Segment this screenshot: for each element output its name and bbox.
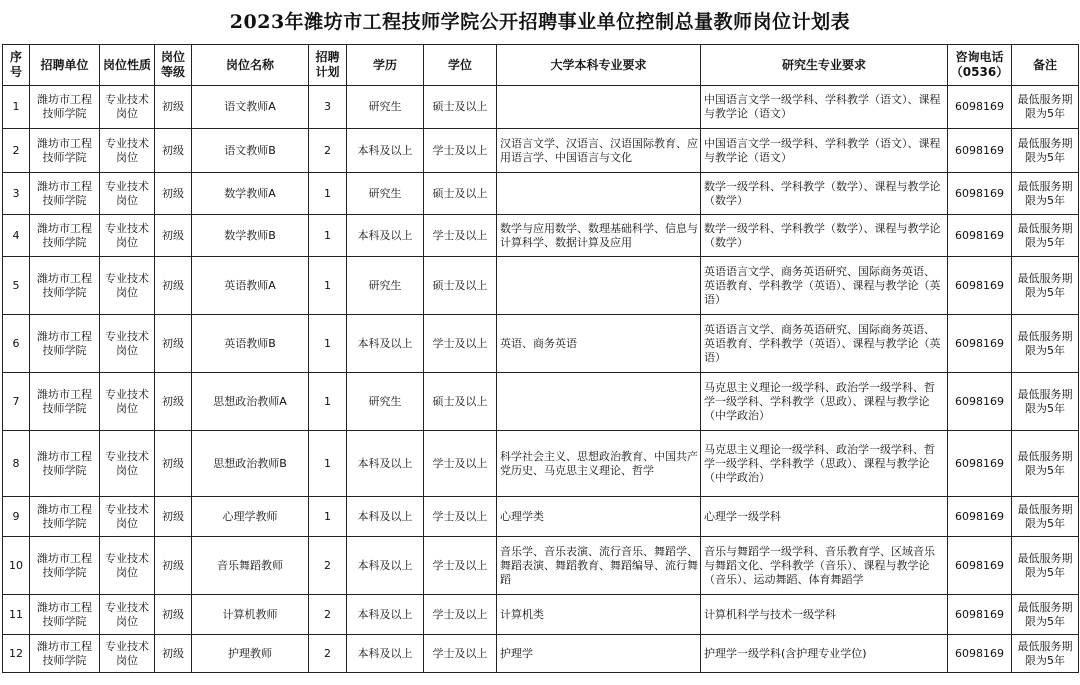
cell-ug: 科学社会主义、思想政治教育、中国共产党历史、马克思主义理论、哲学 <box>497 431 701 497</box>
cell-note: 最低服务期限为5年 <box>1012 595 1079 635</box>
cell-seq: 12 <box>3 635 30 673</box>
cell-pg: 马克思主义理论一级学科、政治学一级学科、哲学一级学科、学科教学（思政）、课程与教学论（中学政治） <box>701 373 948 431</box>
cell-plan: 1 <box>309 215 347 257</box>
cell-plan: 1 <box>309 431 347 497</box>
cell-ug <box>497 257 701 315</box>
cell-seq: 11 <box>3 595 30 635</box>
cell-phone: 6098169 <box>948 173 1012 215</box>
cell-unit: 潍坊市工程技师学院 <box>30 431 100 497</box>
cell-seq: 6 <box>3 315 30 373</box>
cell-note: 最低服务期限为5年 <box>1012 635 1079 673</box>
cell-unit: 潍坊市工程技师学院 <box>30 373 100 431</box>
cell-pg: 计算机科学与技术一级学科 <box>701 595 948 635</box>
cell-name: 心理学教师 <box>192 497 309 537</box>
cell-degree: 学士及以上 <box>424 129 497 173</box>
cell-name: 计算机教师 <box>192 595 309 635</box>
cell-level: 初级 <box>155 431 192 497</box>
header-level: 岗位等级 <box>155 45 192 86</box>
cell-edu: 本科及以上 <box>347 537 424 595</box>
cell-level: 初级 <box>155 215 192 257</box>
cell-level: 初级 <box>155 129 192 173</box>
cell-note: 最低服务期限为5年 <box>1012 497 1079 537</box>
table-row <box>3 635 1079 673</box>
cell-ug: 数学与应用数学、数理基础科学、信息与计算科学、数据计算及应用 <box>497 215 701 257</box>
cell-phone: 6098169 <box>948 373 1012 431</box>
cell-nature: 专业技术岗位 <box>100 537 155 595</box>
cell-degree: 学士及以上 <box>424 537 497 595</box>
cell-edu: 研究生 <box>347 373 424 431</box>
cell-unit: 潍坊市工程技师学院 <box>30 129 100 173</box>
cell-seq: 8 <box>3 431 30 497</box>
cell-pg: 中国语言文学一级学科、学科教学（语文）、课程与教学论（语文） <box>701 86 948 129</box>
cell-degree: 硕士及以上 <box>424 173 497 215</box>
cell-level: 初级 <box>155 173 192 215</box>
cell-edu: 本科及以上 <box>347 431 424 497</box>
cell-unit: 潍坊市工程技师学院 <box>30 86 100 129</box>
cell-pg: 护理学一级学科(含护理专业学位) <box>701 635 948 673</box>
cell-level: 初级 <box>155 373 192 431</box>
cell-note: 最低服务期限为5年 <box>1012 537 1079 595</box>
header-nature: 岗位性质 <box>100 45 155 86</box>
cell-phone: 6098169 <box>948 257 1012 315</box>
cell-edu: 本科及以上 <box>347 595 424 635</box>
cell-name: 思想政治教师A <box>192 373 309 431</box>
cell-nature: 专业技术岗位 <box>100 315 155 373</box>
cell-unit: 潍坊市工程技师学院 <box>30 257 100 315</box>
cell-edu: 本科及以上 <box>347 635 424 673</box>
cell-degree: 硕士及以上 <box>424 86 497 129</box>
cell-degree: 学士及以上 <box>424 635 497 673</box>
table-row <box>3 497 1079 537</box>
cell-name: 思想政治教师B <box>192 431 309 497</box>
cell-plan: 3 <box>309 86 347 129</box>
cell-degree: 学士及以上 <box>424 497 497 537</box>
cell-plan: 1 <box>309 173 347 215</box>
cell-edu: 本科及以上 <box>347 315 424 373</box>
cell-plan: 1 <box>309 497 347 537</box>
cell-pg: 心理学一级学科 <box>701 497 948 537</box>
table-row <box>3 537 1079 595</box>
cell-nature: 专业技术岗位 <box>100 497 155 537</box>
cell-name: 英语教师B <box>192 315 309 373</box>
cell-edu: 本科及以上 <box>347 215 424 257</box>
cell-level: 初级 <box>155 635 192 673</box>
cell-name: 英语教师A <box>192 257 309 315</box>
cell-level: 初级 <box>155 257 192 315</box>
page-title: 2023年潍坊市工程技师学院公开招聘事业单位控制总量教师岗位计划表 <box>229 11 851 33</box>
cell-plan: 1 <box>309 315 347 373</box>
cell-ug <box>497 86 701 129</box>
cell-name: 数学教师B <box>192 215 309 257</box>
cell-seq: 7 <box>3 373 30 431</box>
cell-note: 最低服务期限为5年 <box>1012 86 1079 129</box>
table-row <box>3 129 1079 173</box>
cell-note: 最低服务期限为5年 <box>1012 373 1079 431</box>
header-ug: 大学本科专业要求 <box>497 45 701 86</box>
cell-plan: 2 <box>309 635 347 673</box>
table-row <box>3 431 1079 497</box>
cell-phone: 6098169 <box>948 431 1012 497</box>
header-plan: 招聘计划 <box>309 45 347 86</box>
cell-phone: 6098169 <box>948 86 1012 129</box>
cell-seq: 5 <box>3 257 30 315</box>
cell-pg: 数学一级学科、学科教学（数学）、课程与教学论（数学） <box>701 215 948 257</box>
cell-degree: 学士及以上 <box>424 215 497 257</box>
cell-degree: 学士及以上 <box>424 431 497 497</box>
cell-unit: 潍坊市工程技师学院 <box>30 635 100 673</box>
cell-degree: 学士及以上 <box>424 595 497 635</box>
cell-level: 初级 <box>155 497 192 537</box>
cell-note: 最低服务期限为5年 <box>1012 257 1079 315</box>
cell-ug: 心理学类 <box>497 497 701 537</box>
header-note: 备注 <box>1012 45 1079 86</box>
cell-nature: 专业技术岗位 <box>100 86 155 129</box>
cell-degree: 硕士及以上 <box>424 257 497 315</box>
cell-note: 最低服务期限为5年 <box>1012 215 1079 257</box>
header-edu: 学历 <box>347 45 424 86</box>
cell-name: 音乐舞蹈教师 <box>192 537 309 595</box>
cell-unit: 潍坊市工程技师学院 <box>30 595 100 635</box>
cell-name: 数学教师A <box>192 173 309 215</box>
cell-seq: 10 <box>3 537 30 595</box>
cell-note: 最低服务期限为5年 <box>1012 173 1079 215</box>
cell-seq: 9 <box>3 497 30 537</box>
cell-nature: 专业技术岗位 <box>100 257 155 315</box>
cell-plan: 1 <box>309 373 347 431</box>
cell-pg: 音乐与舞蹈学一级学科、音乐教育学、区域音乐与舞蹈文化、学科教学（音乐）、课程与教学论（音乐）、运动舞蹈、体育舞蹈学 <box>701 537 948 595</box>
cell-nature: 专业技术岗位 <box>100 373 155 431</box>
header-row <box>3 45 1079 86</box>
cell-level: 初级 <box>155 86 192 129</box>
cell-pg: 英语语言文学、商务英语研究、国际商务英语、英语教育、学科教学（英语）、课程与教学论（英语） <box>701 257 948 315</box>
cell-seq: 1 <box>3 86 30 129</box>
cell-ug <box>497 373 701 431</box>
cell-ug: 汉语言文学、汉语言、汉语国际教育、应用语言学、中国语言与文化 <box>497 129 701 173</box>
cell-ug <box>497 173 701 215</box>
cell-pg: 中国语言文学一级学科、学科教学（语文）、课程与教学论（语文） <box>701 129 948 173</box>
cell-ug: 英语、商务英语 <box>497 315 701 373</box>
cell-level: 初级 <box>155 315 192 373</box>
cell-plan: 2 <box>309 129 347 173</box>
cell-phone: 6098169 <box>948 129 1012 173</box>
header-pg: 研究生专业要求 <box>701 45 948 86</box>
cell-ug: 计算机类 <box>497 595 701 635</box>
cell-phone: 6098169 <box>948 215 1012 257</box>
cell-plan: 2 <box>309 537 347 595</box>
cell-pg: 马克思主义理论一级学科、政治学一级学科、哲学一级学科、学科教学（思政）、课程与教学论（中学政治） <box>701 431 948 497</box>
cell-edu: 研究生 <box>347 86 424 129</box>
header-unit: 招聘单位 <box>30 45 100 86</box>
cell-level: 初级 <box>155 595 192 635</box>
cell-note: 最低服务期限为5年 <box>1012 431 1079 497</box>
cell-phone: 6098169 <box>948 537 1012 595</box>
header-name: 岗位名称 <box>192 45 309 86</box>
cell-seq: 4 <box>3 215 30 257</box>
cell-plan: 1 <box>309 257 347 315</box>
cell-unit: 潍坊市工程技师学院 <box>30 537 100 595</box>
cell-edu: 研究生 <box>347 257 424 315</box>
cell-unit: 潍坊市工程技师学院 <box>30 215 100 257</box>
cell-phone: 6098169 <box>948 595 1012 635</box>
cell-unit: 潍坊市工程技师学院 <box>30 173 100 215</box>
header-degree: 学位 <box>424 45 497 86</box>
cell-edu: 本科及以上 <box>347 497 424 537</box>
cell-name: 语文教师B <box>192 129 309 173</box>
cell-ug: 护理学 <box>497 635 701 673</box>
cell-phone: 6098169 <box>948 315 1012 373</box>
table-row <box>3 257 1079 315</box>
cell-edu: 本科及以上 <box>347 129 424 173</box>
table-row <box>3 315 1079 373</box>
cell-phone: 6098169 <box>948 497 1012 537</box>
cell-unit: 潍坊市工程技师学院 <box>30 315 100 373</box>
cell-nature: 专业技术岗位 <box>100 595 155 635</box>
cell-seq: 2 <box>3 129 30 173</box>
cell-unit: 潍坊市工程技师学院 <box>30 497 100 537</box>
table-row <box>3 173 1079 215</box>
cell-level: 初级 <box>155 537 192 595</box>
cell-name: 护理教师 <box>192 635 309 673</box>
cell-name: 语文教师A <box>192 86 309 129</box>
cell-plan: 2 <box>309 595 347 635</box>
cell-degree: 硕士及以上 <box>424 373 497 431</box>
cell-note: 最低服务期限为5年 <box>1012 315 1079 373</box>
table-row <box>3 86 1079 129</box>
cell-nature: 专业技术岗位 <box>100 635 155 673</box>
table-row <box>3 595 1079 635</box>
table-row <box>3 373 1079 431</box>
cell-nature: 专业技术岗位 <box>100 173 155 215</box>
cell-pg: 英语语言文学、商务英语研究、国际商务英语、英语教育、学科教学（英语）、课程与教学论（英语） <box>701 315 948 373</box>
recruitment-table <box>2 44 1079 673</box>
header-phone: 咨询电话（0536） <box>948 45 1012 86</box>
cell-note: 最低服务期限为5年 <box>1012 129 1079 173</box>
cell-nature: 专业技术岗位 <box>100 129 155 173</box>
cell-nature: 专业技术岗位 <box>100 215 155 257</box>
table-row <box>3 215 1079 257</box>
header-seq: 序号 <box>3 45 30 86</box>
cell-phone: 6098169 <box>948 635 1012 673</box>
cell-edu: 研究生 <box>347 173 424 215</box>
cell-pg: 数学一级学科、学科教学（数学）、课程与教学论（数学） <box>701 173 948 215</box>
cell-seq: 3 <box>3 173 30 215</box>
cell-nature: 专业技术岗位 <box>100 431 155 497</box>
cell-ug: 音乐学、音乐表演、流行音乐、舞蹈学、舞蹈表演、舞蹈教育、舞蹈编导、流行舞蹈 <box>497 537 701 595</box>
cell-degree: 学士及以上 <box>424 315 497 373</box>
